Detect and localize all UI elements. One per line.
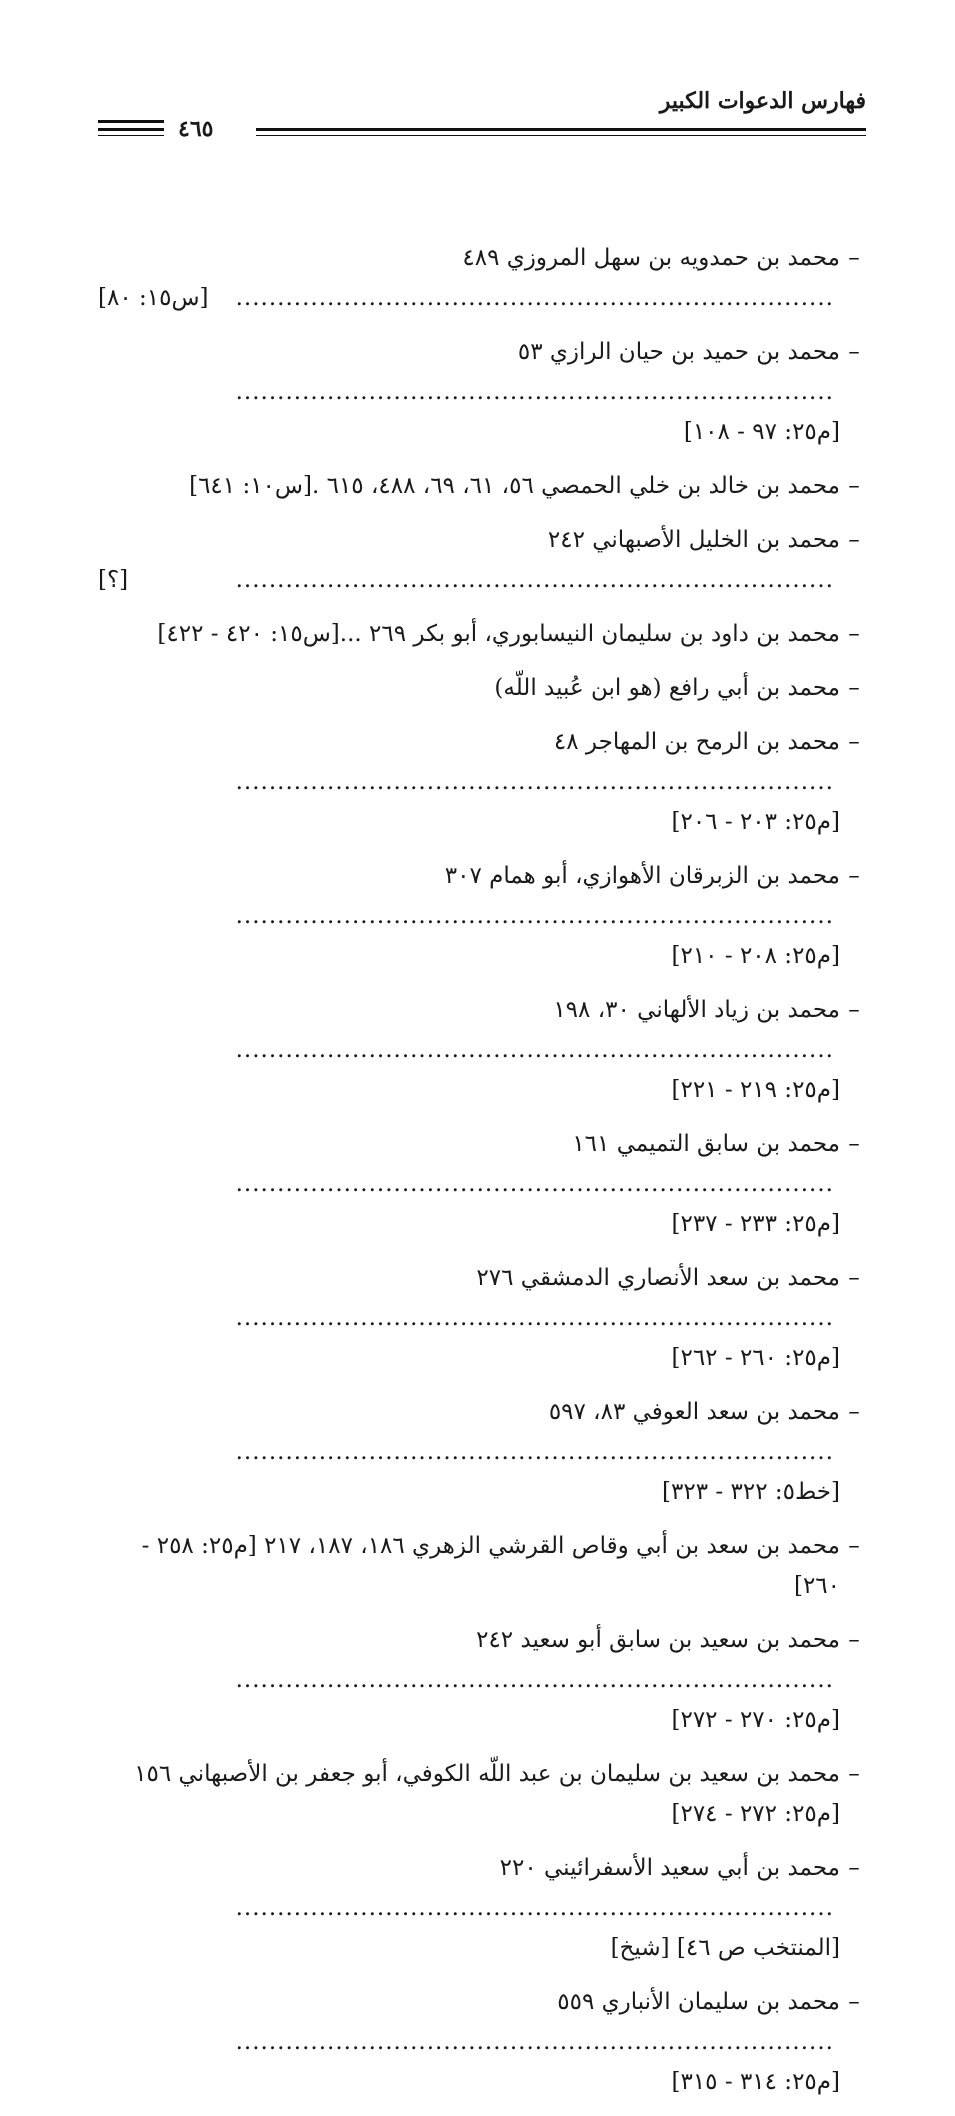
entry-name: محمد بن سعد العوفي ٨٣، ٥٩٧	[548, 1399, 840, 1425]
header-rule-right-thin	[256, 135, 866, 136]
dot-leader: ........................................................................	[235, 903, 834, 929]
index-entry	[98, 1258, 868, 1378]
entry-reference: [س١٥: ٨٠]	[98, 285, 209, 311]
entry-reference: [م٢٥: ٣١٤ - ٣١٥]	[671, 2069, 840, 2095]
entry-dash: –	[848, 1533, 860, 1559]
index-entry	[98, 1526, 868, 1606]
index-entry	[98, 238, 868, 318]
entry-dash: –	[848, 1399, 860, 1425]
entry-name: محمد بن سليمان الأنباري ٥٥٩	[557, 1989, 840, 2015]
entry-dash: –	[848, 339, 860, 365]
entry-reference: [م٢٥: ٢١٩ - ٢٢١]	[671, 1077, 840, 1103]
index-entry	[98, 1754, 868, 1834]
index-entry	[98, 332, 868, 452]
index-entry	[98, 1392, 868, 1512]
entry-dash: –	[848, 729, 860, 755]
index-entry	[98, 856, 868, 976]
index-entry	[98, 990, 868, 1110]
dot-leader: ........................................................................	[235, 567, 834, 593]
index-entries	[98, 238, 868, 2116]
page-header	[98, 88, 866, 140]
entry-dash: –	[848, 997, 860, 1023]
entry-reference: [م٢٥: ٢٠٨ - ٢١٠]	[671, 943, 840, 969]
dot-leader: ........................................................................	[235, 285, 834, 311]
dot-leader: ........................................................................	[235, 2029, 834, 2055]
entry-text: محمد بن أبي رافع (هو ابن عُبيد اللّه)	[494, 675, 840, 701]
entry-dash: –	[848, 621, 860, 647]
entry-dash: –	[848, 675, 860, 701]
dot-leader: ........................................................................	[235, 1667, 834, 1693]
entry-dash: –	[848, 863, 860, 889]
entry-dash: –	[848, 1131, 860, 1157]
entry-name: محمد بن سعيد بن سابق أبو سعيد ٢٤٢	[476, 1627, 840, 1653]
entry-reference: [م٢٥: ٢٧٠ - ٢٧٢]	[671, 1707, 840, 1733]
entry-dash: –	[848, 1627, 860, 1653]
index-entry	[98, 668, 868, 708]
dot-leader: ........................................................................	[235, 1037, 834, 1063]
index-entry	[98, 1848, 868, 1968]
header-rule-right	[256, 128, 866, 131]
entry-reference: [خط٥: ٣٢٢ - ٣٢٣]	[662, 1479, 840, 1505]
entry-dash: –	[848, 527, 860, 553]
index-entry	[98, 1124, 868, 1244]
header-title: فهارس الدعوات الكبير	[659, 88, 866, 114]
entry-dash: –	[848, 1989, 860, 2015]
entry-name: محمد بن الرمح بن المهاجر ٤٨	[553, 729, 840, 755]
entry-name: محمد بن أبي سعيد الأسفرائيني ٢٢٠	[499, 1855, 840, 1881]
entry-name: محمد بن زياد الألهاني ٣٠، ١٩٨	[553, 997, 840, 1023]
entry-reference: [م٢٥: ٢٠٣ - ٢٠٦]	[671, 809, 840, 835]
dot-leader: ........................................................................	[235, 1439, 834, 1465]
entry-name: محمد بن سابق التميمي ١٦١	[572, 1131, 840, 1157]
entry-text: محمد بن سعيد بن سليمان بن عبد اللّه الكوفي، أبو جعفر بن الأصبهاني ١٥٦ [م٢٥: ٢٧٢ - ٢٧٤]	[134, 1761, 840, 1827]
entry-text: محمد بن سعد بن أبي وقاص القرشي الزهري ١٨٦، ١٨٧، ٢١٧ [م٢٥: ٢٥٨ - ٢٦٠]	[141, 1533, 840, 1599]
entry-reference: [المنتخب ص ٤٦] [شيخ]	[610, 1935, 840, 1961]
dot-leader: ........................................................................	[235, 379, 834, 405]
index-entry	[98, 722, 868, 842]
entry-text: محمد بن خالد بن خلي الحمصي ٥٦، ٦١، ٦٩، ٤٨٨، ٦١٥ .[س١٠: ٦٤١]	[189, 473, 840, 499]
entry-dash: –	[848, 1265, 860, 1291]
entry-text: محمد بن داود بن سليمان النيسابوري، أبو بكر ٢٦٩ ...[س١٥: ٤٢٠ - ٤٢٢]	[157, 621, 840, 647]
index-entry	[98, 1620, 868, 1740]
entry-reference: [م٢٥: ٢٦٠ - ٢٦٢]	[671, 1345, 840, 1371]
index-entry	[98, 466, 868, 506]
entry-name: محمد بن سعد الأنصاري الدمشقي ٢٧٦	[476, 1265, 840, 1291]
entry-dash: –	[848, 245, 860, 271]
entry-dash: –	[848, 473, 860, 499]
entry-dash: –	[848, 1855, 860, 1881]
entry-reference: [م٢٥: ٢٣٣ - ٢٣٧]	[671, 1211, 840, 1237]
index-entry	[98, 1982, 868, 2102]
entry-reference: [؟]	[98, 567, 129, 593]
dot-leader: ........................................................................	[235, 1171, 834, 1197]
index-entry	[98, 520, 868, 600]
page-number: ٤٦٥	[178, 116, 214, 142]
entry-reference: [م٢٥: ٩٧ - ١٠٨]	[683, 419, 840, 445]
entry-name: محمد بن الزبرقان الأهوازي، أبو همام ٣٠٧	[444, 863, 840, 889]
dot-leader: ........................................................................	[235, 1305, 834, 1331]
entry-name: محمد بن حمدويه بن سهل المروزي ٤٨٩	[462, 245, 840, 271]
entry-dash: –	[848, 1761, 860, 1787]
header-rule-left-2	[98, 128, 164, 131]
entry-name: محمد بن حميد بن حيان الرازي ٥٣	[517, 339, 840, 365]
header-rule-left-thin	[98, 135, 164, 136]
entry-name: محمد بن الخليل الأصبهاني ٢٤٢	[547, 527, 840, 553]
index-entry	[98, 614, 868, 654]
dot-leader: ........................................................................	[235, 1895, 834, 1921]
header-rule-left	[98, 120, 164, 123]
dot-leader: ........................................................................	[235, 769, 834, 795]
